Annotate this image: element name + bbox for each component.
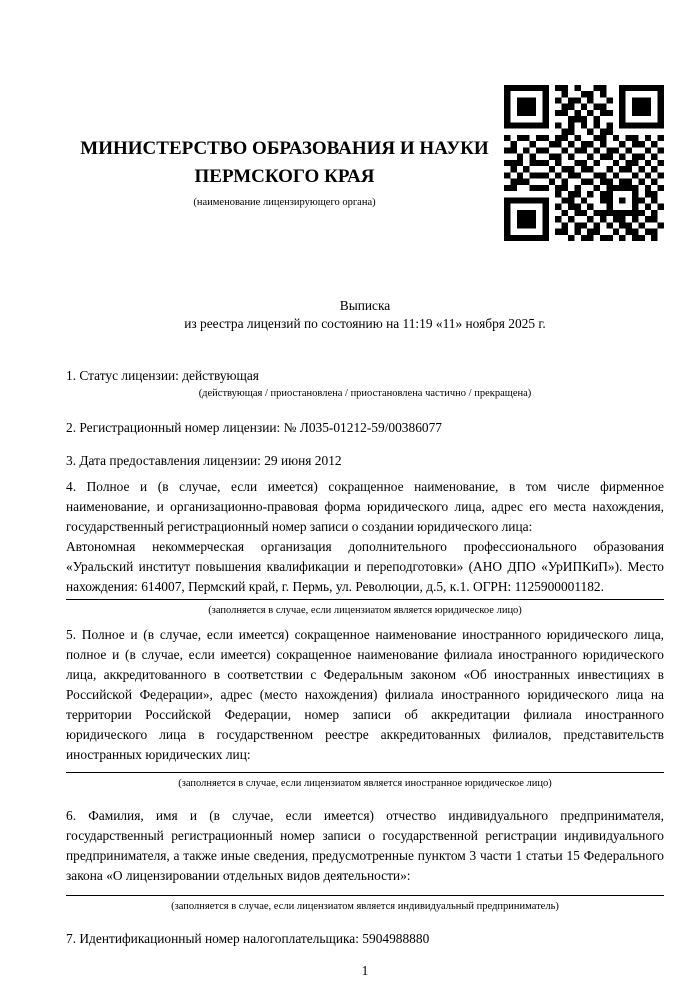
- licensing-authority-block: [66, 135, 503, 209]
- clause-taxpayer-number: [66, 929, 664, 949]
- document-title-line2: из реестра лицензий по состоянию на 11:19 «11» ноября 2025 г.: [184, 316, 546, 331]
- clause-foreign-entity: [66, 625, 664, 790]
- clause-text: 2. Регистрационный номер лицензии: № Л035-01212-59/00386077: [66, 420, 442, 435]
- fill-line: [66, 895, 664, 896]
- clause-caption: (заполняется в случае, если лицензиатом является юридическое лицо): [208, 605, 522, 616]
- document-title-line1: Выписка: [339, 298, 391, 313]
- clause-caption: (действующая / приостановлена / приостановлена частично / прекращена): [198, 388, 532, 399]
- fill-line: [66, 772, 664, 773]
- clause-value: Автономная некоммерческая организация дополнительного профессионального образования «Уральский институт повышения квалификации и переподготовки» (АНО ДПО «УрИПКиП»). Место нахождения: 614007, Пермский край, г. Пермь, ул. Революции, д.5, к.1. ОГРН: 1125900001182.: [66, 539, 664, 594]
- ministry-name-line1: МИНИСТЕРСТВО ОБРАЗОВАНИЯ И НАУКИ: [80, 138, 489, 159]
- clause-intro: 4. Полное и (в случае, если имеется) сокращенное наименование, в том числе фирменное наименование, и организационно-правовая форма юридического лица, адрес его места нахождения, государственный регистрационный номер записи о создании юридического лица:: [66, 479, 664, 534]
- clause-text: 7. Идентификационный номер налогоплательщика: 5904988880: [66, 931, 430, 946]
- page-number: 1: [361, 963, 369, 978]
- document-title: [66, 297, 664, 333]
- clause-text: 3. Дата предоставления лицензии: 29 июня 2012: [66, 453, 342, 468]
- ministry-caption: (наименование лицензирующего органа): [193, 197, 376, 208]
- clause-registration-number: [66, 418, 664, 438]
- ministry-name-line2: ПЕРМСКОГО КРАЯ: [194, 166, 375, 187]
- clause-grant-date: [66, 451, 664, 471]
- clause-legal-entity: [66, 477, 664, 617]
- clause-text: 1. Статус лицензии: действующая: [66, 368, 259, 383]
- clause-license-status: [66, 366, 664, 400]
- clause-caption: (заполняется в случае, если лицензиатом является индивидуальный предприниматель): [171, 901, 559, 912]
- clause-caption: (заполняется в случае, если лицензиатом является иностранное юридическое лицо): [178, 778, 552, 789]
- qr-code: [504, 85, 664, 241]
- fill-line: [66, 599, 664, 600]
- clause-intro: 5. Полное и (в случае, если имеется) сокращенное наименование иностранного юридического лица, полное и (в случае, если имеется) сокращенное наименование филиала иностранного юридического лица, аккредитованного в соответствии с Федеральным законом «Об иностранных инвестициях в Российской Федерации», адрес (место нахождения) филиала иностранного юридического лица на территории Российской Федерации, номер записи об аккредитации филиала иностранного юридического лица в государственном реестре аккредитованных филиалов, представительств иностранных юридических лиц:: [66, 627, 664, 762]
- clause-intro: 6. Фамилия, имя и (в случае, если имеется) отчество индивидуального предпринимателя, государственный регистрационный номер записи о государственной регистрации индивидуального предпринимателя, а также иные сведения, предусмотренные пунктом 3 части 1 статьи 15 Федерального закона «О лицензировании отдельных видов деятельности»:: [66, 808, 664, 883]
- document-header: [66, 85, 664, 241]
- clause-individual-entrepreneur: [66, 806, 664, 913]
